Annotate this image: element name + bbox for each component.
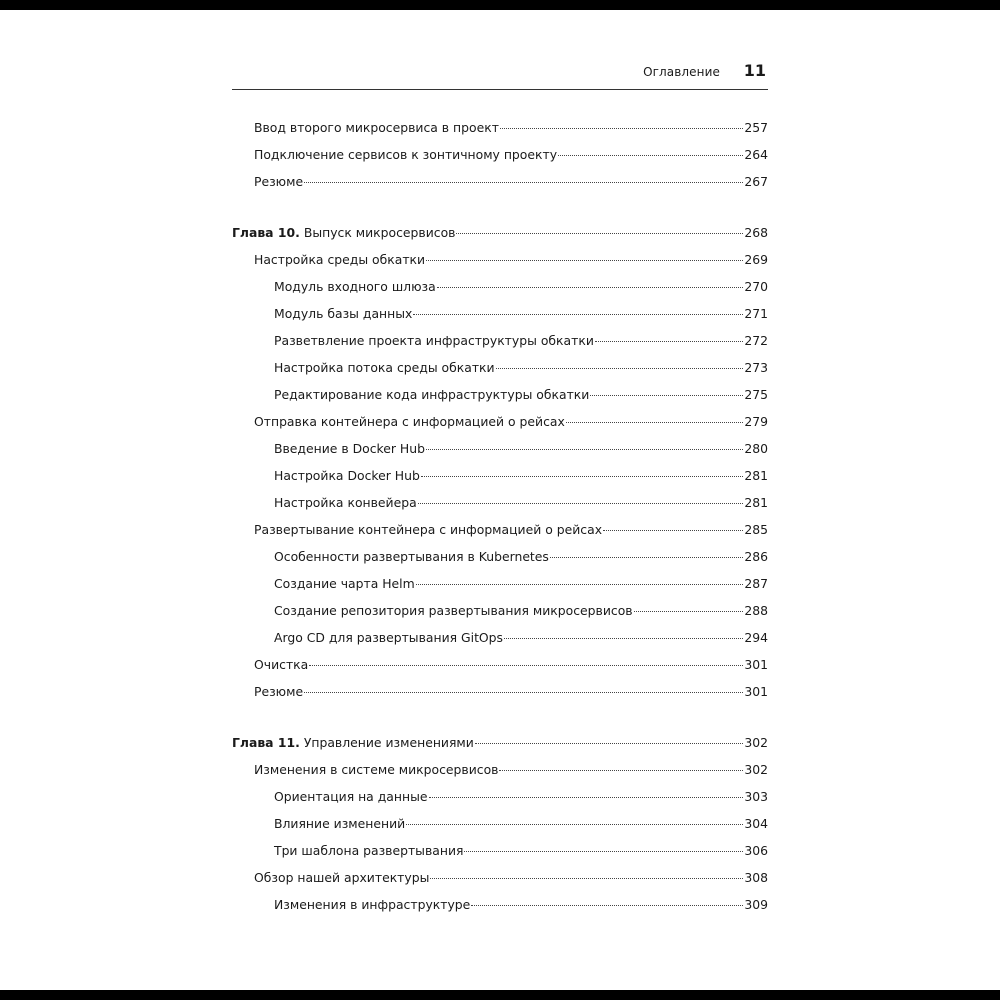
dot-leader — [471, 905, 743, 906]
toc-entry-title: Отправка контейнера с информацией о рейсах — [254, 414, 565, 429]
toc-entry-page: 309 — [744, 897, 768, 912]
toc-entry-title: Особенности развертывания в Kubernetes — [274, 549, 549, 564]
toc-entry-page: 279 — [744, 414, 768, 429]
toc-entry[interactable] — [254, 520, 768, 540]
dot-leader — [475, 743, 744, 744]
toc-entry-page: 286 — [744, 549, 768, 564]
dot-leader — [456, 233, 743, 234]
toc-entry[interactable] — [274, 466, 768, 486]
dot-leader — [304, 692, 743, 693]
running-head-title: Оглавление — [643, 65, 720, 79]
toc-entry[interactable] — [274, 439, 768, 459]
dot-leader — [309, 665, 743, 666]
toc-entry[interactable] — [254, 145, 768, 165]
page-number: 11 — [743, 61, 766, 80]
toc-entry[interactable] — [274, 895, 768, 915]
dot-leader — [418, 503, 744, 504]
toc-chapter-entry[interactable] — [232, 733, 768, 753]
toc-entry[interactable] — [254, 868, 768, 888]
toc-entry-title: Создание репозитория развертывания микросервисов — [274, 603, 633, 618]
toc-entry-title: Очистка — [254, 657, 309, 672]
dot-leader — [595, 341, 743, 342]
toc-entry-title: Ввод второго микросервиса в проект — [254, 120, 499, 135]
toc-entry-page: 303 — [744, 789, 768, 804]
toc-entry-page: 287 — [744, 576, 768, 591]
chapter-number: Глава 10. — [232, 225, 300, 240]
toc-entry[interactable] — [274, 358, 768, 378]
dot-leader — [413, 314, 743, 315]
dot-leader — [421, 476, 744, 477]
toc-entry-title: Создание чарта Helm — [274, 576, 415, 591]
toc-entry-page: 281 — [744, 495, 768, 510]
toc-entry-title: Редактирование кода инфраструктуры обкатки — [274, 387, 590, 402]
toc-entry-title: Настройка потока среды обкатки — [274, 360, 495, 375]
dot-leader — [558, 155, 743, 156]
toc-entry-title: Подключение сервисов к зонтичному проекту — [254, 147, 558, 162]
toc-entry-title: Разветвление проекта инфраструктуры обкатки — [274, 333, 594, 348]
toc-entry-page: 268 — [744, 225, 768, 240]
chapter-number: Глава 11. — [232, 735, 300, 750]
dot-leader — [429, 797, 744, 798]
toc-entry-page: 304 — [744, 816, 768, 831]
toc-entry-title: Ориентация на данные — [274, 789, 428, 804]
dot-leader — [426, 260, 743, 261]
toc-entry-page: 306 — [744, 843, 768, 858]
toc-entry-page: 281 — [744, 468, 768, 483]
dot-leader — [634, 611, 744, 612]
top-border — [0, 0, 1000, 10]
toc-entry[interactable] — [274, 304, 768, 324]
dot-leader — [416, 584, 744, 585]
toc-entry-page: 302 — [744, 762, 768, 777]
toc-entry-title: Настройка среды обкатки — [254, 252, 426, 267]
toc-entry-title: Изменения в системе микросервисов — [254, 762, 499, 777]
toc-entry-title: Введение в Docker Hub — [274, 441, 425, 456]
dot-leader — [496, 368, 744, 369]
toc-entry[interactable] — [274, 331, 768, 351]
toc-entry[interactable] — [254, 655, 768, 675]
toc-entry-title: Обзор нашей архитектуры — [254, 870, 430, 885]
toc-entry[interactable] — [274, 787, 768, 807]
toc-entry-title: Модуль входного шлюза — [274, 279, 436, 294]
toc-entry-page: 270 — [744, 279, 768, 294]
toc-entry[interactable] — [254, 250, 768, 270]
toc-entry-page: 273 — [744, 360, 768, 375]
toc-chapter-entry[interactable] — [232, 223, 768, 243]
toc-entry-title: Настройка Docker Hub — [274, 468, 420, 483]
toc-entry[interactable] — [254, 760, 768, 780]
toc-entry[interactable] — [254, 412, 768, 432]
toc-entry-page: 257 — [744, 120, 768, 135]
dot-leader — [603, 530, 743, 531]
dot-leader — [499, 770, 743, 771]
toc-entry-title: Настройка конвейера — [274, 495, 417, 510]
toc-entry-page: 271 — [744, 306, 768, 321]
toc-entry-page: 288 — [744, 603, 768, 618]
toc-entry-title: Выпуск микросервисов — [303, 225, 456, 240]
dot-leader — [406, 824, 743, 825]
toc-entry[interactable] — [274, 547, 768, 567]
dot-leader — [437, 287, 744, 288]
toc-entry[interactable] — [254, 682, 768, 702]
toc-entry-page: 264 — [744, 147, 768, 162]
toc-entry-page: 294 — [744, 630, 768, 645]
header-divider — [232, 89, 768, 90]
bottom-border — [0, 990, 1000, 1000]
toc-entry[interactable] — [274, 574, 768, 594]
toc-entry-page: 301 — [744, 657, 768, 672]
dot-leader — [504, 638, 743, 639]
toc-entry[interactable] — [274, 277, 768, 297]
dot-leader — [500, 128, 743, 129]
toc-entry-page: 280 — [744, 441, 768, 456]
toc-entry-page: 269 — [744, 252, 768, 267]
toc-entry-title: Изменения в инфраструктуре — [274, 897, 471, 912]
dot-leader — [426, 449, 743, 450]
toc-entry[interactable] — [274, 493, 768, 513]
toc-entry-title: Резюме — [254, 684, 304, 699]
toc-entry-page: 285 — [744, 522, 768, 537]
toc-entry-title: Резюме — [254, 174, 304, 189]
toc-entry-title: Три шаблона развертывания — [274, 843, 464, 858]
toc-entry[interactable] — [274, 385, 768, 405]
dot-leader — [430, 878, 743, 879]
dot-leader — [464, 851, 743, 852]
toc-entry-page: 275 — [744, 387, 768, 402]
toc-entry[interactable] — [274, 814, 768, 834]
page-header — [232, 62, 768, 86]
toc-entry[interactable] — [274, 628, 768, 648]
dot-leader — [550, 557, 743, 558]
toc-entry-title: Argo CD для развертывания GitOps — [274, 630, 504, 645]
toc-entry[interactable] — [254, 172, 768, 192]
toc-entry[interactable] — [274, 601, 768, 621]
toc-entry-page: 308 — [744, 870, 768, 885]
dot-leader — [304, 182, 743, 183]
toc-entry-page: 267 — [744, 174, 768, 189]
toc-entry-page: 301 — [744, 684, 768, 699]
toc-entry[interactable] — [254, 118, 768, 138]
toc-entry-title: Влияние изменений — [274, 816, 406, 831]
toc-entry-title: Управление изменениями — [303, 735, 474, 750]
toc-entry-title: Модуль базы данных — [274, 306, 413, 321]
toc-entry-page: 272 — [744, 333, 768, 348]
dot-leader — [566, 422, 744, 423]
toc-entry[interactable] — [274, 841, 768, 861]
dot-leader — [590, 395, 743, 396]
toc-entry-page: 302 — [744, 735, 768, 750]
toc-entry-title: Развертывание контейнера с информацией о рейсах — [254, 522, 603, 537]
